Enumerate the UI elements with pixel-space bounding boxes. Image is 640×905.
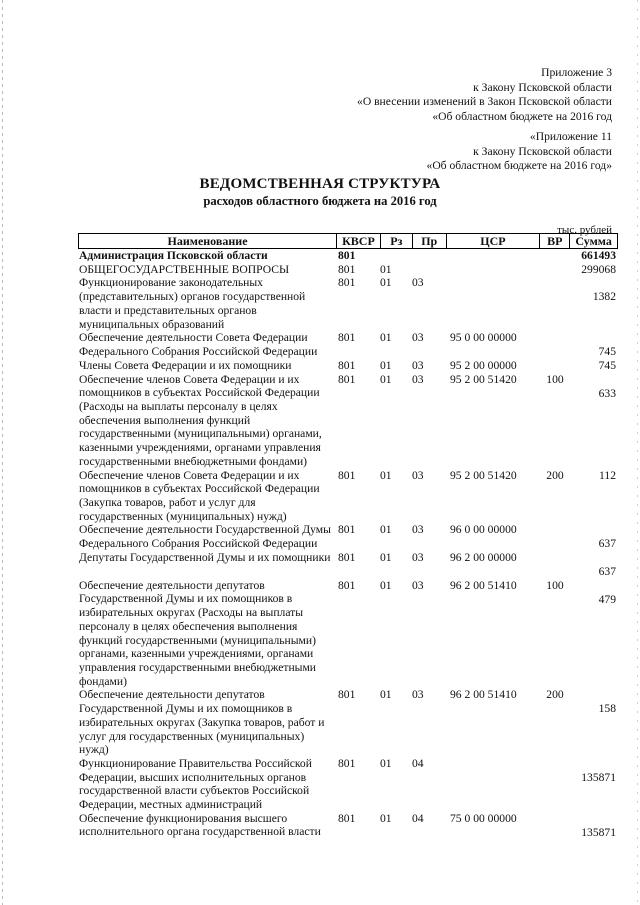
cell-rz: 01: [380, 688, 392, 702]
cell-kvsr: 801: [338, 372, 356, 386]
table-row: [78, 551, 618, 579]
scan-edge-right: [637, 0, 638, 905]
cell-sum: 299068: [581, 262, 616, 276]
cell-rz: 01: [380, 358, 392, 372]
table-row: [78, 331, 618, 359]
cell-name: Обеспечение деятельности Государственной Думы Федерального Собрания Российской Федерации: [79, 523, 331, 551]
cell-rz: 01: [380, 811, 392, 825]
column-header-pr: Пр: [412, 234, 446, 248]
cell-rz: 01: [380, 578, 392, 592]
cell-csr: 96 0 00 00000: [450, 523, 517, 537]
cell-csr: 75 0 00 00000: [450, 811, 517, 825]
table-row: [78, 276, 618, 331]
cell-pr: 03: [412, 551, 424, 565]
table-row: [78, 523, 618, 551]
column-header-csr: ЦСР: [446, 234, 540, 248]
cell-sum: 1382: [592, 290, 616, 304]
cell-kvsr: 801: [338, 468, 356, 482]
cell-rz: 01: [380, 372, 392, 386]
cell-vr: 100: [546, 372, 564, 386]
cell-pr: 03: [412, 523, 424, 537]
appendix-header: [357, 66, 612, 124]
cell-pr: 03: [412, 276, 424, 290]
table-body: [78, 249, 618, 839]
cell-pr: 03: [412, 468, 424, 482]
cell-name: ОБЩЕГОСУДАРСТВЕННЫЕ ВОПРОСЫ: [79, 262, 290, 276]
cell-vr: 200: [546, 688, 564, 702]
table-row: [78, 688, 618, 757]
appendix-line: «Об областном бюджете на 2016 год: [432, 109, 612, 123]
appendix-11-header: [427, 130, 612, 174]
cell-csr: 95 2 00 51420: [450, 372, 517, 386]
cell-pr: 04: [412, 756, 424, 770]
table-row: [78, 812, 618, 840]
cell-kvsr: 801: [338, 578, 356, 592]
cell-name: Функционирование Правительства Российской Федерации, высших исполнительных органов государственной власти субъектов Российской Федерации, местных администраций: [79, 756, 312, 812]
cell-csr: 95 2 00 00000: [450, 358, 517, 372]
table-row: [78, 579, 618, 689]
budget-table: [78, 233, 618, 839]
cell-kvsr: 801: [338, 249, 356, 262]
units-label: тыс. рублей: [557, 224, 612, 236]
column-header-name: Наименование: [167, 234, 248, 248]
document-title: ВЕДОМСТВЕННАЯ СТРУКТУРА: [199, 176, 441, 192]
cell-name: Администрация Псковской области: [79, 249, 268, 262]
cell-sum: 745: [598, 358, 616, 372]
table-row: [78, 757, 618, 812]
cell-rz: 01: [380, 276, 392, 290]
cell-name: Обеспечение деятельности Совета Федерации Федерального Собрания Российской Федерации: [79, 331, 318, 358]
cell-pr: 03: [412, 358, 424, 372]
appendix-line: к Закону Псковской области: [473, 144, 612, 158]
cell-sum: 745: [598, 345, 616, 359]
table-row: [78, 249, 618, 263]
cell-csr: 95 2 00 51420: [450, 468, 517, 482]
column-header-vr: ВР: [539, 234, 569, 248]
table-row: [78, 373, 618, 469]
cell-csr: 96 2 00 51410: [450, 578, 517, 592]
document-subtitle: расходов областного бюджета на 2016 год: [203, 194, 437, 208]
table-header: [78, 233, 618, 249]
cell-pr: 03: [412, 578, 424, 592]
appendix-line: «Об областном бюджете на 2016 год»: [426, 159, 612, 172]
table-row: [78, 469, 618, 524]
cell-kvsr: 801: [338, 551, 356, 565]
cell-csr: 96 2 00 51410: [450, 688, 517, 702]
cell-name: Обеспечение членов Совета Федерации и их помощников в субъектах Российской Федерации (Расходы на выплаты персоналу в целях обеспечения выполнения функций государственными (муниципальными) органами, казенными учреждениями, органами управления государственными внебюджетными фондами): [79, 372, 322, 468]
cell-kvsr: 801: [338, 262, 356, 276]
cell-csr: 95 0 00 00000: [450, 331, 517, 345]
cell-sum: 112: [599, 468, 616, 482]
scan-edge-left: [2, 0, 3, 905]
cell-sum: 135871: [581, 770, 616, 784]
cell-kvsr: 801: [338, 358, 356, 372]
cell-sum: 637: [598, 537, 616, 551]
cell-name: Обеспечение деятельности депутатов Государственной Думы и их помощников в избирательных округах (Закупка товаров, работ и услуг для государственных (муниципальных) нужд): [79, 688, 325, 757]
cell-sum: 637: [598, 565, 616, 579]
cell-name: Обеспечение функционирования высшего исполнительного органа государственной власти: [79, 811, 321, 839]
cell-kvsr: 801: [338, 331, 356, 345]
column-header-rz: Рз: [380, 234, 412, 248]
cell-name: Обеспечение членов Совета Федерации и их помощников в субъектах Российской Федерации (Закупка товаров, работ и услуг для государственных (муниципальных) нужд): [79, 468, 320, 523]
appendix-line: к Закону Псковской области: [473, 80, 612, 94]
cell-kvsr: 801: [338, 276, 356, 290]
cell-pr: 03: [412, 372, 424, 386]
table-row: [78, 359, 618, 373]
cell-sum: 633: [598, 386, 616, 400]
cell-csr: 96 2 00 00000: [450, 551, 517, 565]
cell-kvsr: 801: [338, 523, 356, 537]
appendix-line: «О внесении изменений в Закон Псковской области: [357, 95, 612, 108]
cell-kvsr: 801: [338, 688, 356, 702]
cell-pr: 03: [412, 331, 424, 345]
cell-kvsr: 801: [338, 811, 356, 825]
cell-pr: 03: [412, 688, 424, 702]
cell-rz: 01: [380, 551, 392, 565]
column-header-sum: Сумма: [569, 234, 617, 248]
cell-rz: 01: [380, 262, 392, 276]
cell-rz: 01: [380, 468, 392, 482]
cell-kvsr: 801: [338, 756, 356, 770]
cell-name: Обеспечение деятельности депутатов Государственной Думы и их помощников в избирательных округах (Расходы на выплаты персоналу в целях обеспечения выполнения функций государственными (муниципальными) органами, казенными учреждениями, органами управления государственными внебюджетными фондами): [79, 578, 316, 688]
cell-rz: 01: [380, 331, 392, 345]
cell-vr: 100: [546, 578, 564, 592]
appendix-line: «Приложение 11: [529, 130, 612, 143]
cell-rz: 01: [380, 523, 392, 537]
appendix-line: Приложение 3: [541, 66, 612, 79]
cell-sum: 158: [598, 702, 616, 716]
cell-rz: 01: [380, 756, 392, 770]
cell-name: Функционирование законодательных (представительных) органов государственной власти и представительных органов муниципальных образований: [79, 276, 306, 331]
cell-vr: 200: [546, 468, 564, 482]
column-header-kvsr: КВСР: [336, 234, 380, 248]
cell-name: Члены Совета Федерации и их помощники: [79, 358, 292, 372]
cell-sum: 135871: [581, 825, 616, 839]
cell-pr: 04: [412, 811, 424, 825]
cell-name: Депутаты Государственной Думы и их помощники: [79, 551, 331, 565]
table-row: [78, 263, 618, 277]
cell-sum: 661493: [581, 249, 616, 262]
cell-sum: 479: [598, 592, 616, 606]
